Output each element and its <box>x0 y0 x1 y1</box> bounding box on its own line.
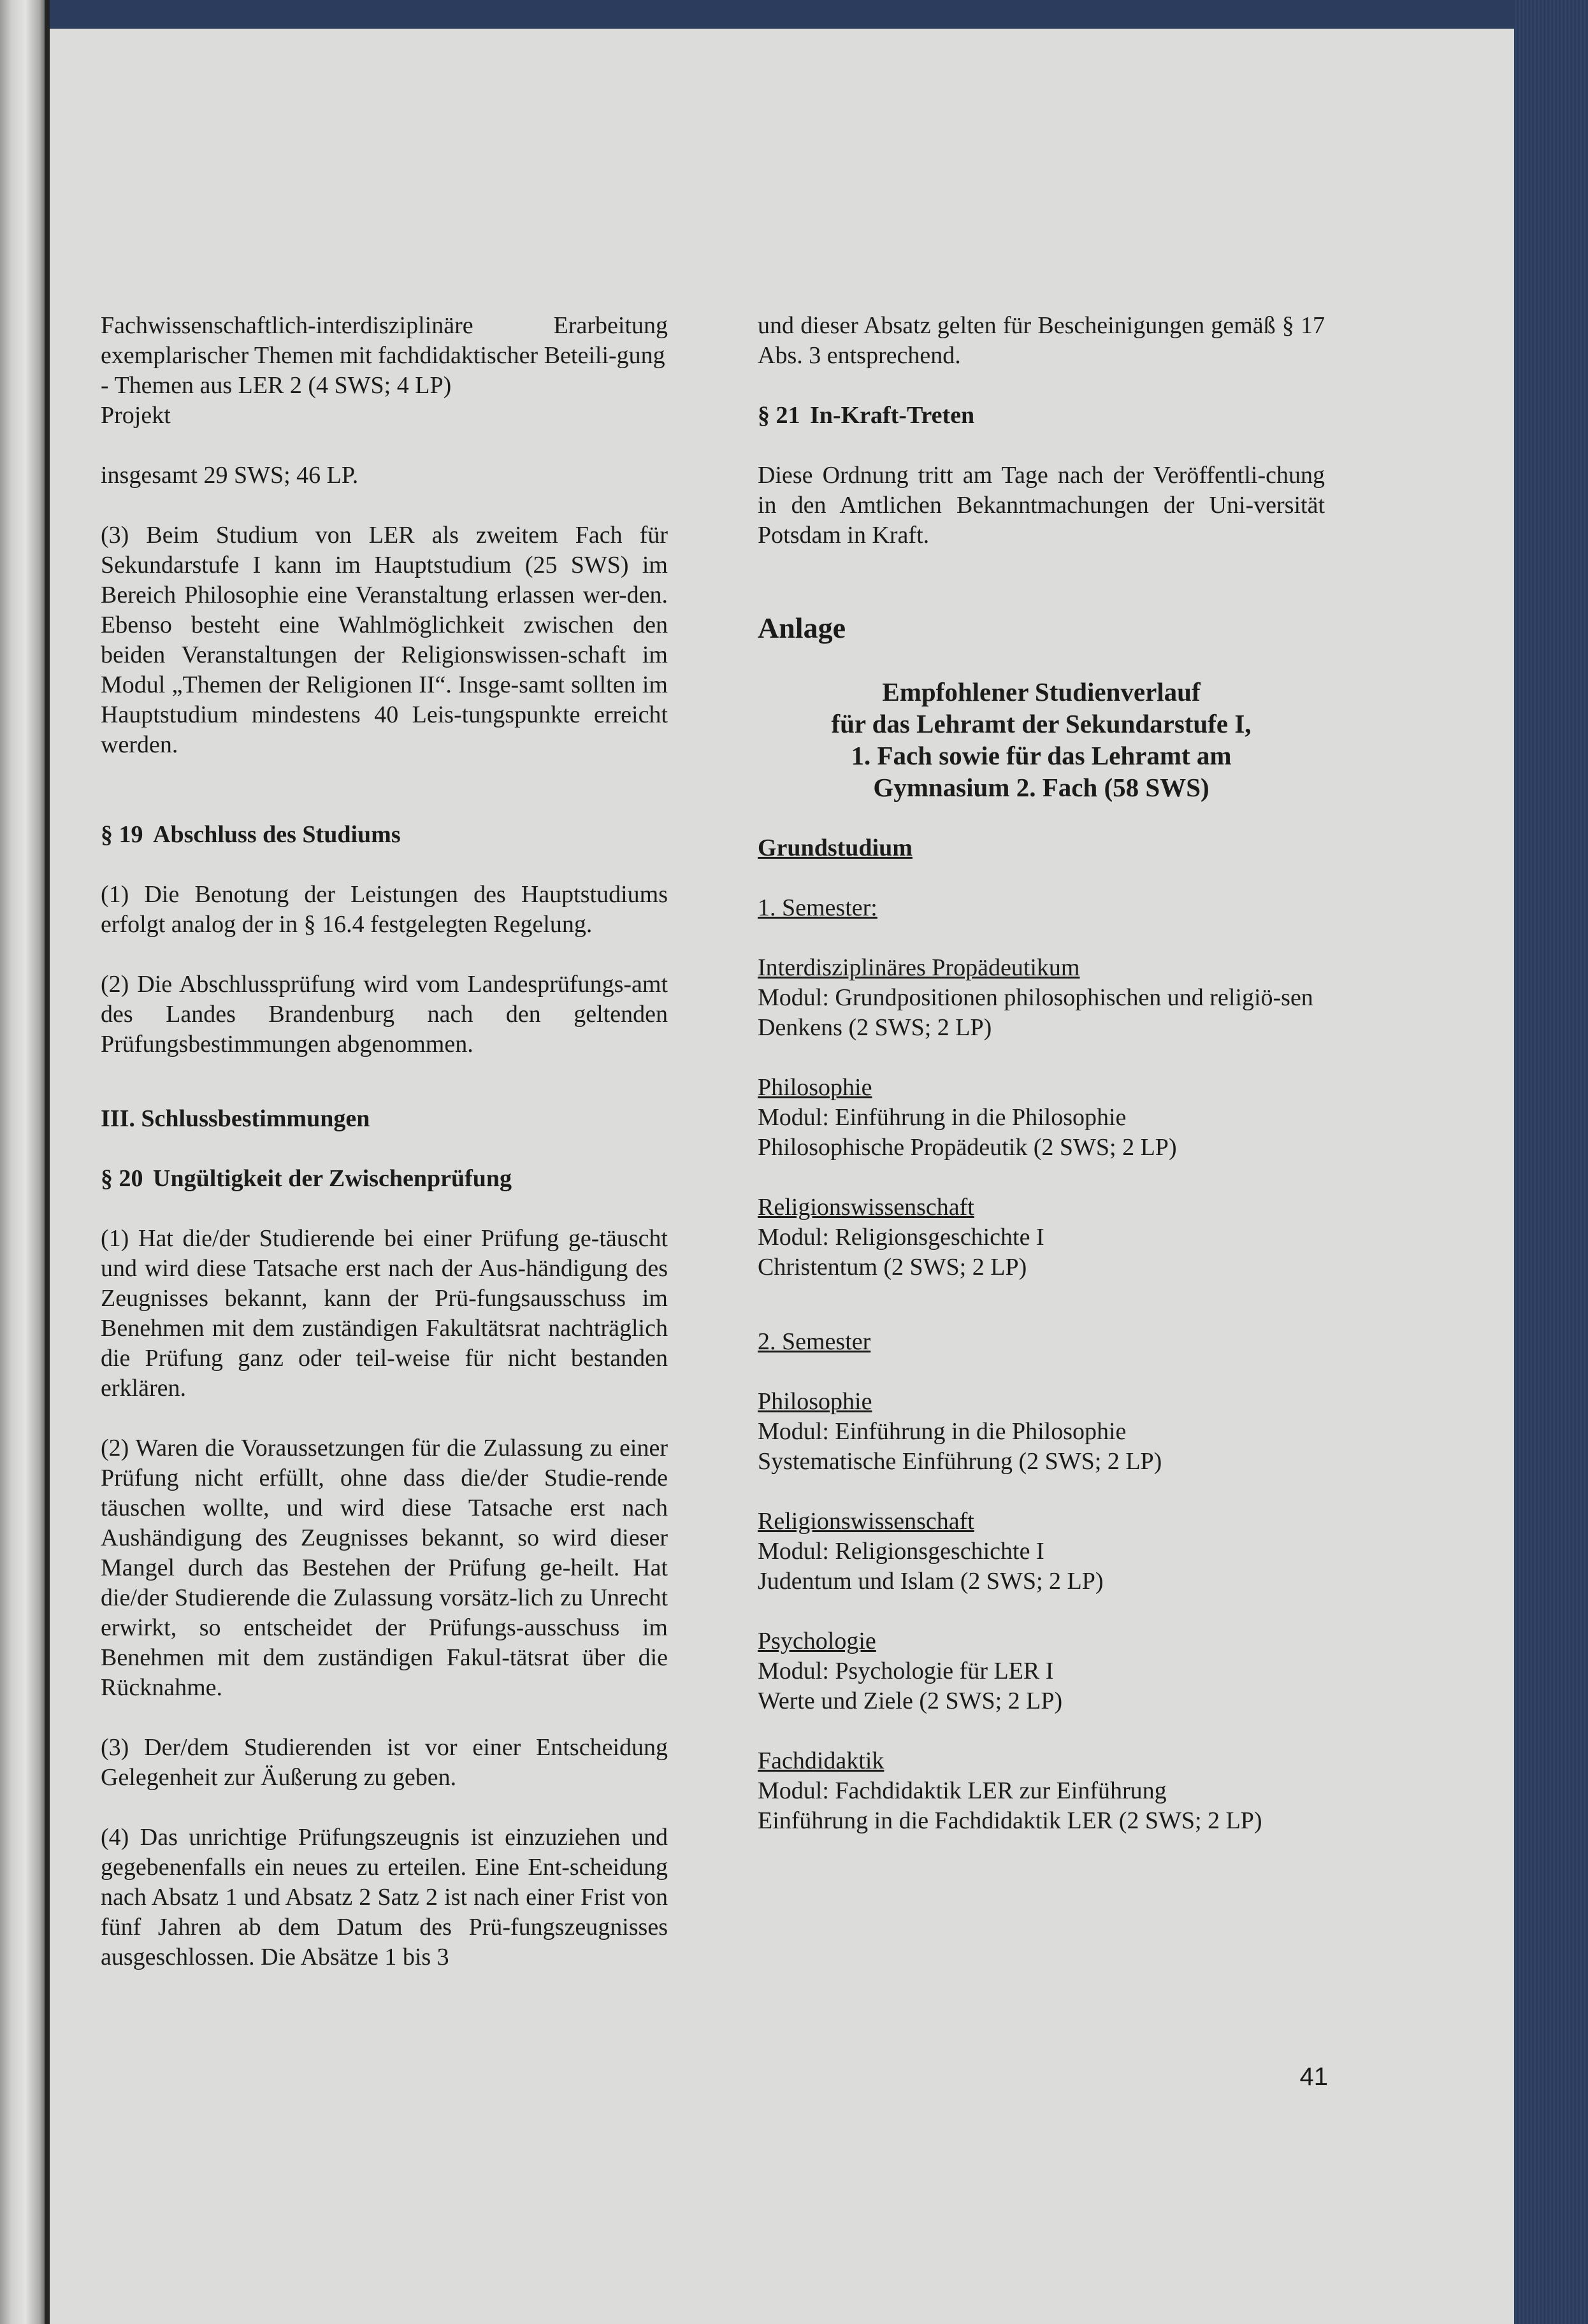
course-line: Judentum und Islam (2 SWS; 2 LP) <box>758 1568 1104 1595</box>
paragraph-3: (3) Beim Studium von LER als zweitem Fach für Sekundarstufe I kann im Hauptstudium (25 SWS) im Bereich Philosophie eine Veranstaltung erlassen wer-den. Ebenso besteht eine Wahlmöglichkeit zwischen den beiden Veranstaltungen der Religionswissen-schaft im Modul „Themen der Religionen II“. Insge-samt sollten im Hauptstudium mindestens 40 Leis-tungspunkte erreicht werden. <box>101 522 668 758</box>
recommended-plan-title-line: für das Lehramt der Sekundarstufe I, <box>831 709 1252 738</box>
course-heading: Religionswissenschaft <box>758 1508 974 1535</box>
course-line: Einführung in die Fachdidaktik LER (2 SWS; 2 LP) <box>758 1807 1262 1834</box>
grundstudium-heading: Grundstudium <box>758 835 913 861</box>
section-20-heading: § 20 Ungültigkeit der Zwischenprüfung <box>101 1165 512 1192</box>
course-heading: Philosophie <box>758 1074 872 1101</box>
course-heading: Interdisziplinäres Propädeutikum <box>758 954 1080 981</box>
module-topic: - Themen aus LER 2 (4 SWS; 4 LP) <box>101 372 452 399</box>
course-line: Modul: Fachdidaktik LER zur Einführung <box>758 1777 1167 1804</box>
section-20-para-2: (2) Waren die Voraussetzungen für die Zulassung zu einer Prüfung nicht erfüllt, ohne dass die/der Studie-rende täuschen wollte, und wird diese Tatsache erst nach Aushändigung des Zeugnisses bekannt, so wird dieser Mangel durch das Bestehen der Prüfung ge-heilt. Hat die/der Studierende die Zulassung vorsätz-lich zu Unrecht erwirkt, so entscheidet der Prüfungs-ausschuss im Benehmen mit dem zuständigen Fakul-tätsrat über die Rücknahme. <box>101 1435 668 1701</box>
module-description: Fachwissenschaftlich-interdisziplinäre Erarbeitung exemplarischer Themen mit fachdidaktischer Beteili-gung <box>101 312 668 369</box>
course-line: Modul: Einführung in die Philosophie <box>758 1104 1127 1131</box>
section-21-heading: § 21 In-Kraft-Treten <box>758 402 975 429</box>
course-line: Modul: Religionsgeschichte I <box>758 1224 1044 1251</box>
left-column <box>101 311 668 1972</box>
section-20-para-1: (1) Hat die/der Studierende bei einer Prüfung ge-täuscht und wird diese Tatsache erst nach der Aus-händigung des Zeugnisses bekannt, kann der Prü-fungsausschuss im Benehmen mit dem zuständigen Fakultätsrat nachträglich die Prüfung ganz oder teil-weise für nicht bestanden erklären. <box>101 1225 668 1402</box>
course-line: Modul: Psychologie für LER I <box>758 1658 1054 1684</box>
section-20-para-4: (4) Das unrichtige Prüfungszeugnis ist einzuziehen und gegebenenfalls ein neues zu erteilen. Eine Ent-scheidung nach Absatz 1 und Absatz 2 Satz 2 ist nach einer Frist von fünf Jahren ab dem Datum des Prü-fungszeugnisses ausgeschlossen. Die Absätze 1 bis 3 <box>101 1824 668 1970</box>
course-heading: Psychologie <box>758 1628 876 1654</box>
section-19-para-1: (1) Die Benotung der Leistungen des Hauptstudiums erfolgt analog der in § 16.4 festgelegten Regelung. <box>101 881 668 938</box>
recommended-plan-title-line: Empfohlener Studienverlauf <box>882 677 1201 707</box>
recommended-plan-title-line: Gymnasium 2. Fach (58 SWS) <box>873 773 1209 802</box>
course-line: Modul: Grundpositionen philosophischen und religiö-sen Denkens (2 SWS; 2 LP) <box>758 984 1313 1041</box>
previous-page-edge <box>0 0 45 2324</box>
semester-1-heading: 1. Semester: <box>758 894 877 921</box>
continuation-text: und dieser Absatz gelten für Bescheinigungen gemäß § 17 Abs. 3 entsprechend. <box>758 312 1325 369</box>
course-heading: Philosophie <box>758 1388 872 1415</box>
total-credits: insgesamt 29 SWS; 46 LP. <box>101 462 359 489</box>
course-line: Philosophische Propädeutik (2 SWS; 2 LP) <box>758 1134 1177 1161</box>
course-line: Modul: Einführung in die Philosophie <box>758 1418 1127 1445</box>
course-heading: Religionswissenschaft <box>758 1194 974 1221</box>
part-3-heading: III. Schlussbestimmungen <box>101 1105 370 1132</box>
right-column <box>758 311 1325 1836</box>
course-heading: Fachdidaktik <box>758 1747 884 1774</box>
section-19-para-2: (2) Die Abschlussprüfung wird vom Landesprüfungs-amt des Landes Brandenburg nach den geltenden Prüfungsbestimmungen abgenommen. <box>101 971 668 1058</box>
section-21-para: Diese Ordnung tritt am Tage nach der Veröffentli-chung in den Amtlichen Bekanntmachungen der Uni-versität Potsdam in Kraft. <box>758 462 1325 549</box>
section-20-para-3: (3) Der/dem Studierenden ist vor einer Entscheidung Gelegenheit zur Äußerung zu geben. <box>101 1734 668 1791</box>
appendix-heading: Anlage <box>758 612 846 644</box>
book-spine-shadow <box>45 0 50 2324</box>
section-19-heading: § 19 Abschluss des Studiums <box>101 821 401 848</box>
course-line: Modul: Religionsgeschichte I <box>758 1538 1044 1565</box>
page-number: 41 <box>1299 2063 1328 2091</box>
module-project: Projekt <box>101 402 171 429</box>
book-cover-edge <box>1514 0 1588 2324</box>
recommended-plan-title-line: 1. Fach sowie für das Lehramt am <box>851 741 1232 770</box>
course-line: Werte und Ziele (2 SWS; 2 LP) <box>758 1688 1063 1714</box>
semester-2-heading: 2. Semester <box>758 1328 871 1355</box>
course-line: Christentum (2 SWS; 2 LP) <box>758 1254 1027 1280</box>
course-line: Systematische Einführung (2 SWS; 2 LP) <box>758 1448 1162 1475</box>
